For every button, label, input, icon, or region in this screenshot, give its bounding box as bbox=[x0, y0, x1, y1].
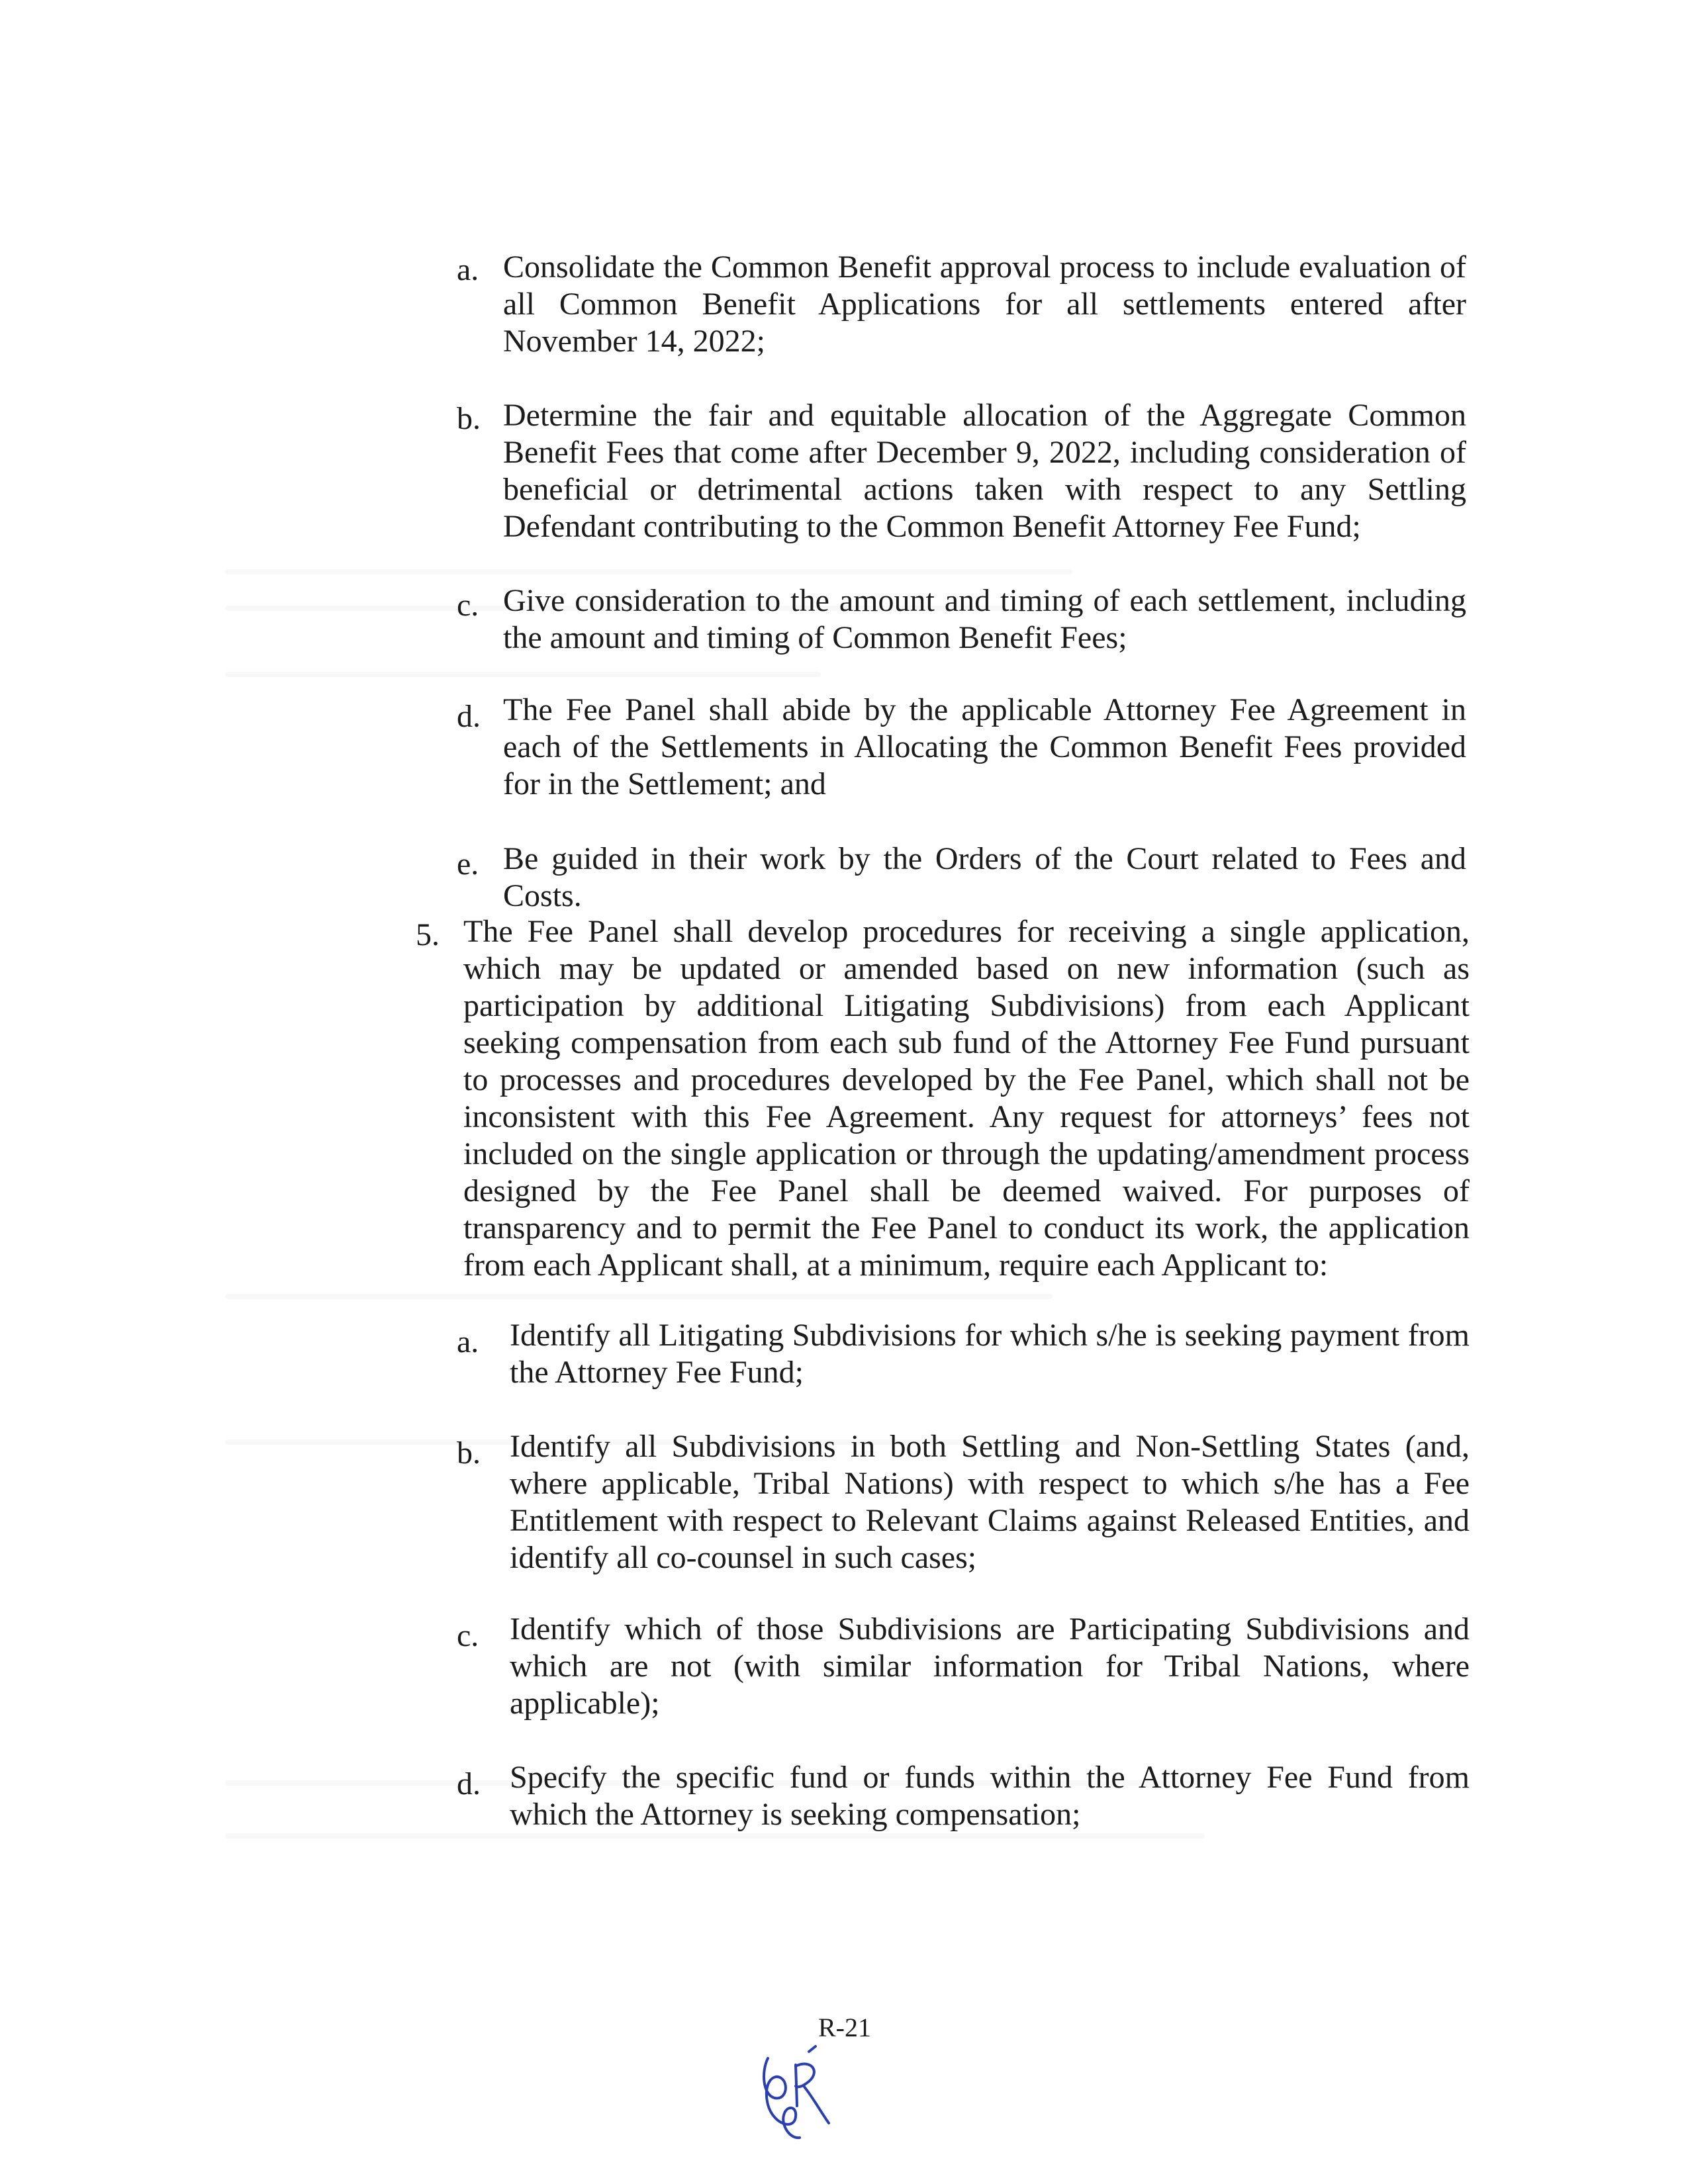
list-item-marker: c. bbox=[457, 588, 479, 623]
list-item-marker: d. bbox=[457, 699, 481, 734]
bleed-through-mark bbox=[225, 1294, 1053, 1299]
bleed-through-mark bbox=[225, 672, 821, 677]
bleed-through-mark bbox=[225, 569, 1072, 574]
list-item-marker: d. bbox=[457, 1766, 481, 1801]
list-item-marker: b. bbox=[457, 1435, 481, 1471]
list-item-marker: c. bbox=[457, 1618, 479, 1653]
list-item-marker: e. bbox=[457, 846, 479, 882]
list-item-text: Specify the specific fund or funds within the Attorney Fee Fund from which the Attorney is seeking compensation; bbox=[510, 1760, 1470, 1832]
page-number: R-21 bbox=[818, 2013, 871, 2042]
list-item-text: Identify which of those Subdivisions are Participating Subdivisions and which are not (with similar information for Tribal Nations, where applicable); bbox=[510, 1612, 1470, 1721]
list-item-text: Consolidate the Common Benefit approval process to include evaluation of all Common Benefit Applications for all settlements entered after November 14, 2022; bbox=[503, 250, 1466, 359]
bleed-through-mark bbox=[225, 1833, 1205, 1839]
list-item-marker: a. bbox=[457, 252, 479, 287]
list-item-marker: b. bbox=[457, 401, 481, 436]
initials-signature bbox=[748, 2032, 834, 2151]
list-item-text: Be guided in their work by the Orders of the Court related to Fees and Costs. bbox=[503, 841, 1466, 913]
list-item-text: Identify all Subdivisions in both Settling and Non-Settling States (and, where applicable, Tribal Nations) with respect to which s/he has a Fee Entitlement with respect to Relevant Claims against Released Entities, and identify all co-counsel in such cases; bbox=[510, 1429, 1470, 1575]
list-item-marker: a. bbox=[457, 1324, 479, 1359]
list-item-text: Identify all Litigating Subdivisions for which s/he is seeking payment from the Attorney Fee Fund; bbox=[510, 1318, 1470, 1390]
list-item-text: Determine the fair and equitable allocation of the Aggregate Common Benefit Fees that come after December 9, 2022, including consideration of beneficial or detrimental actions taken with respect to any Settling Defendant contributing to the Common Benefit Attorney Fee Fund; bbox=[503, 398, 1466, 544]
list-item-text: The Fee Panel shall abide by the applicable Attorney Fee Agreement in each of the Settlements in Allocating the Common Benefit Fees provided for in the Settlement; and bbox=[503, 692, 1466, 801]
list-item-text: Give consideration to the amount and timing of each settlement, including the amount and timing of Common Benefit Fees; bbox=[503, 583, 1466, 655]
paragraph-number: 5. bbox=[416, 917, 440, 952]
paragraph-text: The Fee Panel shall develop procedures for receiving a single application, which may be updated or amended based on new information (such as participation by additional Litigating Subdivisions) from each Applicant seeking compensation from each sub fund of the Attorney Fee Fund pursuant to processes and procedures developed by the Fee Panel, which shall not be inconsistent with this Fee Agreement. Any request for attorneys’ fees not included on the single application or through the updating/amendment process designed by the Fee Panel shall be deemed waived. For purposes of transparency and to permit the Fee Panel to conduct its work, the application from each Applicant shall, at a minimum, require each Applicant to: bbox=[463, 914, 1470, 1283]
